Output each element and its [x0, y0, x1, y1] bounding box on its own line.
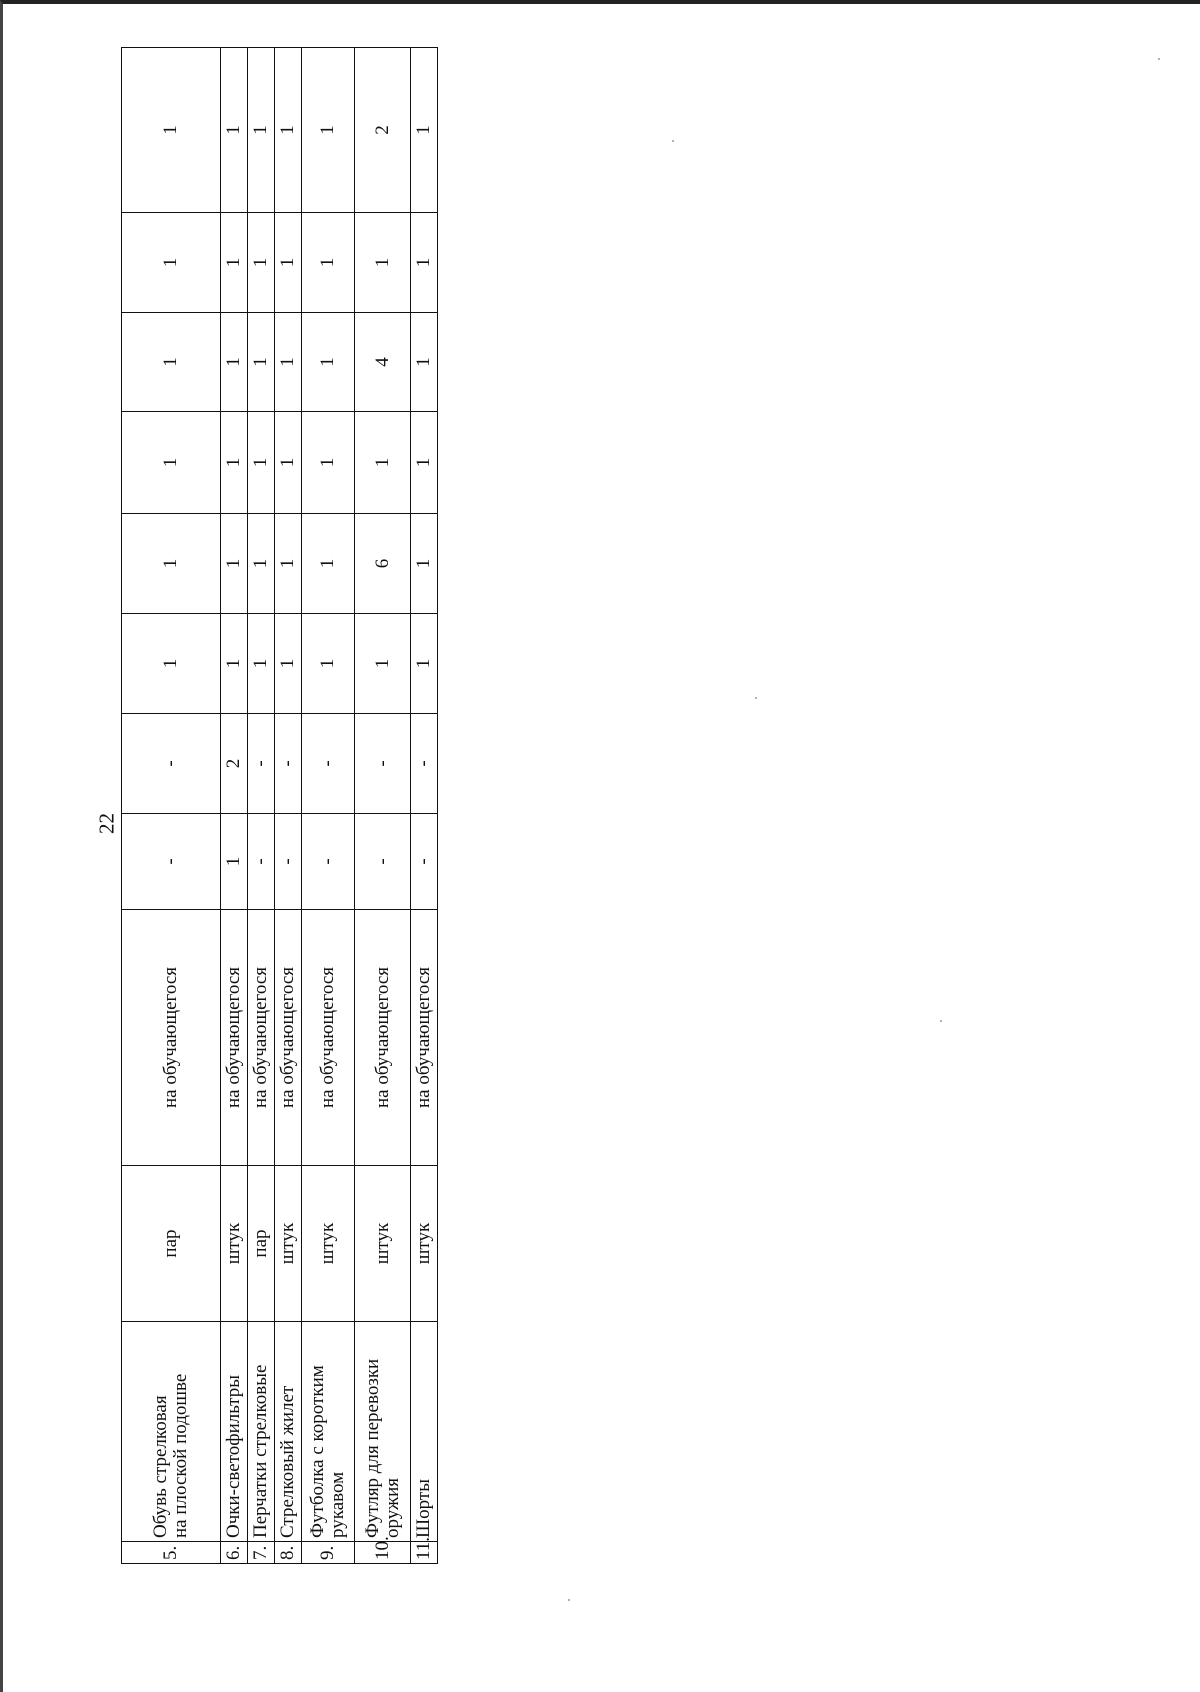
- value-cell: 1: [275, 614, 302, 714]
- scan-speck: [940, 1020, 942, 1022]
- table-container: [121, 48, 435, 1564]
- table-row: [221, 48, 248, 1564]
- value-cell: -: [248, 714, 275, 814]
- value-cell: -: [411, 714, 438, 814]
- basis-cell: на обучающегося: [248, 910, 275, 1166]
- value-cell: 1: [248, 213, 275, 313]
- value-cell: -: [355, 814, 411, 910]
- table-row: [122, 48, 221, 1564]
- value-cell: 1: [411, 48, 438, 213]
- value-cell: 1: [411, 213, 438, 313]
- item-name: Футляр для перевозки оружия: [355, 1322, 411, 1542]
- scan-speck: [1158, 58, 1160, 60]
- value-cell: 1: [221, 814, 248, 910]
- table-row: [355, 48, 411, 1564]
- basis-cell: на обучающегося: [275, 910, 302, 1166]
- row-number: 9.: [302, 1542, 355, 1564]
- value-cell: 6: [355, 514, 411, 614]
- value-cell: 1: [302, 48, 355, 213]
- equipment-table: [121, 47, 438, 1564]
- row-number: 8.: [275, 1542, 302, 1564]
- basis-cell: на обучающегося: [411, 910, 438, 1166]
- unit-cell: штук: [221, 1166, 248, 1322]
- table-row: [411, 48, 438, 1564]
- value-cell: 1: [221, 614, 248, 714]
- page-number: 22: [94, 813, 119, 834]
- value-cell: -: [302, 714, 355, 814]
- item-name: Шорты: [411, 1322, 438, 1542]
- row-number: 10.: [355, 1542, 411, 1564]
- table-row: [248, 48, 275, 1564]
- value-cell: 1: [411, 412, 438, 514]
- value-cell: -: [275, 714, 302, 814]
- value-cell: -: [302, 814, 355, 910]
- row-number: 7.: [248, 1542, 275, 1564]
- value-cell: 1: [221, 213, 248, 313]
- value-cell: 2: [221, 714, 248, 814]
- value-cell: 1: [411, 313, 438, 412]
- value-cell: -: [122, 714, 221, 814]
- scan-speck: [672, 140, 674, 142]
- value-cell: 1: [275, 313, 302, 412]
- row-number: 6.: [221, 1542, 248, 1564]
- value-cell: 1: [355, 412, 411, 514]
- basis-cell: на обучающегося: [221, 910, 248, 1166]
- value-cell: 1: [355, 213, 411, 313]
- unit-cell: штук: [355, 1166, 411, 1322]
- row-number: 11.: [411, 1542, 438, 1564]
- value-cell: 1: [122, 514, 221, 614]
- value-cell: 1: [248, 313, 275, 412]
- unit-cell: штук: [302, 1166, 355, 1322]
- value-cell: 1: [302, 213, 355, 313]
- value-cell: 1: [221, 514, 248, 614]
- value-cell: 1: [355, 614, 411, 714]
- value-cell: 1: [248, 412, 275, 514]
- value-cell: -: [248, 814, 275, 910]
- value-cell: 1: [302, 313, 355, 412]
- value-cell: 1: [248, 514, 275, 614]
- value-cell: 1: [248, 48, 275, 213]
- value-cell: 1: [302, 412, 355, 514]
- table-row: [302, 48, 355, 1564]
- row-number: 5.: [122, 1542, 221, 1564]
- value-cell: 1: [411, 514, 438, 614]
- value-cell: -: [411, 814, 438, 910]
- item-name: Обувь стрелковая на плоской подошве: [122, 1322, 221, 1542]
- basis-cell: на обучающегося: [122, 910, 221, 1166]
- item-name: Перчатки стрелковые: [248, 1322, 275, 1542]
- rotated-table-frame: [121, 48, 435, 1564]
- value-cell: 1: [275, 514, 302, 614]
- value-cell: 1: [275, 412, 302, 514]
- value-cell: 2: [355, 48, 411, 213]
- unit-cell: пар: [248, 1166, 275, 1322]
- item-name: Очки-светофильтры: [221, 1322, 248, 1542]
- value-cell: 1: [122, 213, 221, 313]
- value-cell: 1: [221, 48, 248, 213]
- item-name: Стрелковый жилет: [275, 1322, 302, 1542]
- basis-cell: на обучающегося: [355, 910, 411, 1166]
- value-cell: 1: [122, 614, 221, 714]
- unit-cell: штук: [411, 1166, 438, 1322]
- value-cell: 1: [248, 614, 275, 714]
- table-row: [275, 48, 302, 1564]
- scan-speck: [755, 697, 757, 699]
- scan-speck: [568, 1599, 570, 1601]
- value-cell: -: [275, 814, 302, 910]
- value-cell: 1: [411, 614, 438, 714]
- value-cell: 4: [355, 313, 411, 412]
- value-cell: 1: [122, 412, 221, 514]
- value-cell: -: [355, 714, 411, 814]
- value-cell: 1: [302, 514, 355, 614]
- unit-cell: штук: [275, 1166, 302, 1322]
- value-cell: 1: [122, 313, 221, 412]
- value-cell: 1: [275, 213, 302, 313]
- item-name: Футболка с коротким рукавом: [302, 1322, 355, 1542]
- value-cell: 1: [302, 614, 355, 714]
- value-cell: -: [122, 814, 221, 910]
- value-cell: 1: [275, 48, 302, 213]
- value-cell: 1: [122, 48, 221, 213]
- value-cell: 1: [221, 412, 248, 514]
- value-cell: 1: [221, 313, 248, 412]
- unit-cell: пар: [122, 1166, 221, 1322]
- basis-cell: на обучающегося: [302, 910, 355, 1166]
